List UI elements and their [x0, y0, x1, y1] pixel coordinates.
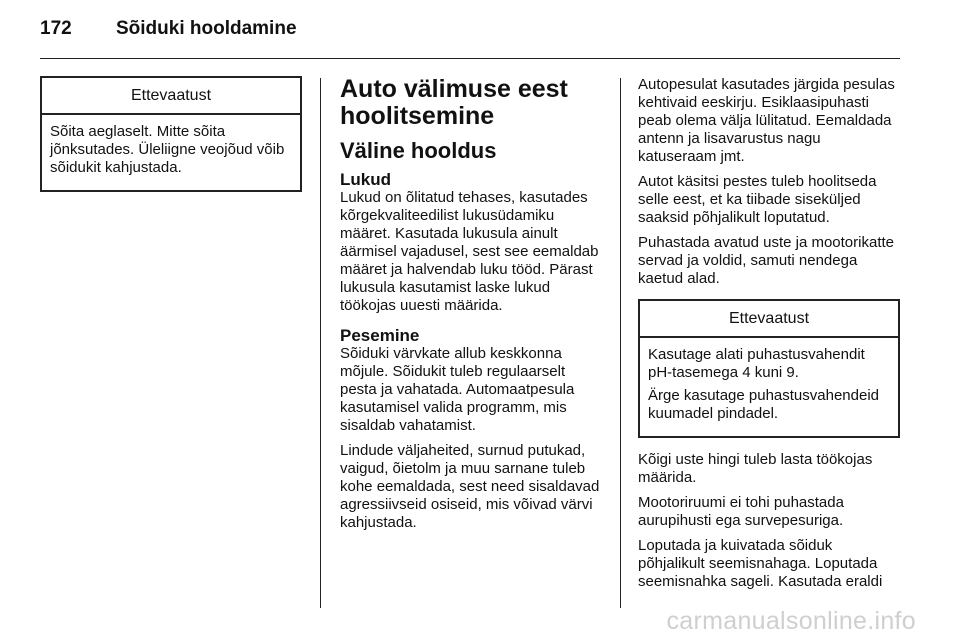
column-divider-2: [620, 78, 621, 608]
warning-box: [638, 299, 900, 438]
page-number: 172: [40, 18, 72, 39]
page-title: Sõiduki hooldamine: [116, 18, 297, 39]
warning-text-2: Ärge kasutage puhastusvahendeid kuumadel pindadel.: [648, 387, 880, 422]
page-header: [40, 18, 297, 40]
header-rule: [40, 58, 900, 59]
washing-paragraph-1: Sõiduki värvkate allub keskkonna mõjule. Sõidukit tuleb regulaarselt pesta ja vahatada. Automaatpesula kasutamisel valida programm, mis sisaldab vahatamist.: [340, 345, 575, 434]
locks-heading: Lukud: [340, 170, 391, 189]
column-1: [40, 76, 302, 192]
warning-title: Ettevaatust: [42, 78, 300, 115]
warning-body: [640, 338, 898, 436]
warning-text: Sõita aeglaselt. Mitte sõita jõnksutades. Üleliigne veojõud võib sõidukit kahjustada.: [50, 123, 285, 176]
column-2: [340, 76, 602, 539]
paragraph-door-edges: Puhastada avatud uste ja mootorikatte servad ja voldid, samuti nendega kaetud alad.: [638, 234, 894, 287]
watermark: carmanualsonline.info: [666, 607, 916, 635]
warning-text-1: Kasutage alati puhastusvahendit pH-tasemega 4 kuni 9.: [648, 346, 865, 381]
section-heading: Auto välimuse eest hoolitsemine: [340, 75, 568, 130]
subsection-heading: Väline hooldus: [340, 138, 497, 163]
paragraph-drying: Loputada ja kuivatada sõiduk põhjalikult seemisnahaga. Loputada seemisnahka sageli. Kasutada eraldi: [638, 537, 883, 590]
washing-heading: Pesemine: [340, 326, 420, 345]
paragraph-engine-bay: Mootoriruumi ei tohi puhastada aurupihusti ega survepesuriga.: [638, 494, 844, 529]
column-3: [638, 76, 900, 598]
locks-paragraph: Lukud on õlitatud tehases, kasutades kõrgekvaliteedilist lukusüdamiku määret. Kasutada lukusula ainult äärmisel vajadusel, sest see eemaldab määret ja halvendab luku tööd. Pärast lukusula kasutamist laske lukud töökojas uuesti määrida.: [340, 189, 599, 314]
warning-body: [42, 115, 300, 190]
paragraph-hand-wash: Autot käsitsi pestes tuleb hoolitseda selle eest, et ka tiibade siseküljed saaksid põhjalikult loputatud.: [638, 173, 877, 226]
column-divider-1: [320, 78, 321, 608]
washing-paragraph-2: Lindude väljaheited, surnud putukad, vaigud, õietolm ja muu sarnane tuleb kohe eemaldada, sest need sisaldavad agressiivseid osiseid, mis võivad värvi kahjustada.: [340, 442, 600, 531]
paragraph-car-wash: Autopesulat kasutades järgida pesulas kehtivaid eeskirju. Esiklaasipuhasti peab olema välja lülitatud. Eemaldada antenn ja lisavarustus nagu katuseraam jmt.: [638, 76, 895, 165]
paragraph-hinges: Kõigi uste hingi tuleb lasta töökojas määrida.: [638, 451, 873, 486]
warning-title: Ettevaatust: [640, 301, 898, 338]
warning-box: [40, 76, 302, 192]
